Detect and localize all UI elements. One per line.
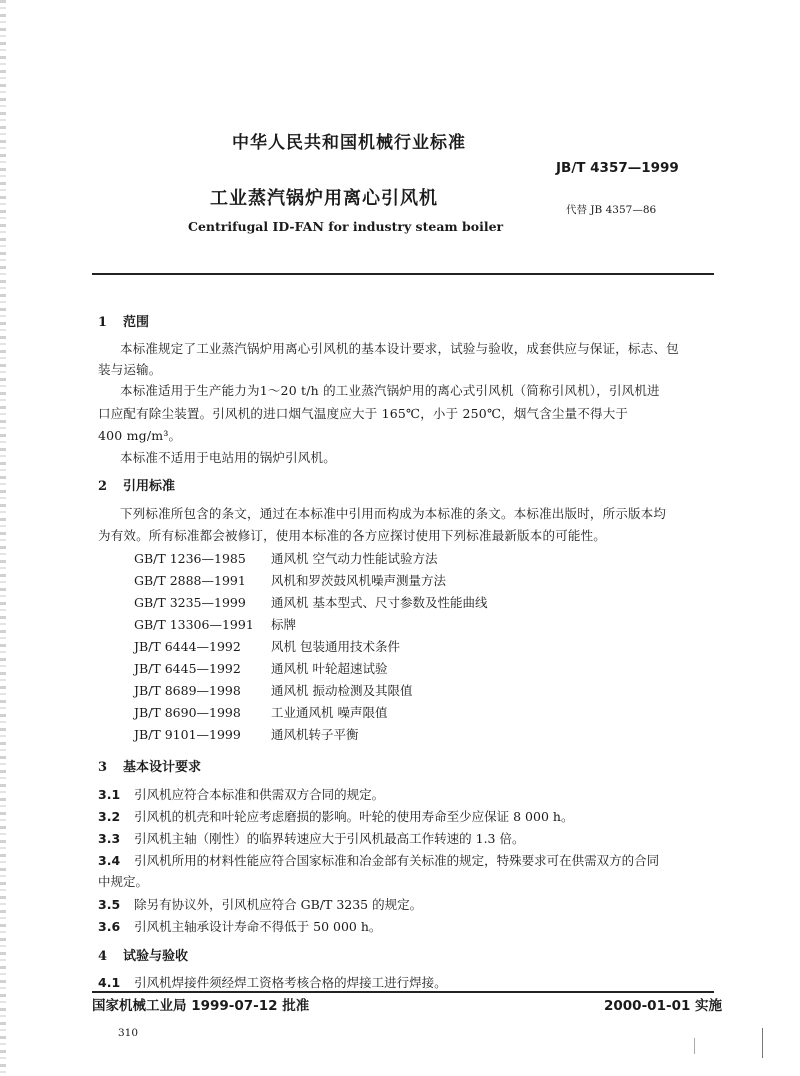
clause-number: 3.3 — [98, 831, 121, 846]
clause-text: 引风机主轴（刚性）的临界转速应大于引风机最高工作转速的 1.3 倍。 — [134, 831, 525, 846]
english-title: Centrifugal ID-FAN for industry steam boiler — [188, 219, 504, 234]
reference-item — [134, 659, 387, 677]
requirement-continuation: 中规定。 — [98, 874, 149, 889]
reference-code: JB/T 8689—1998 — [134, 683, 241, 698]
reference-title: 通风机 空气动力性能试验方法 — [271, 551, 438, 566]
section-4-heading — [98, 945, 188, 964]
clause-number: 3.5 — [98, 897, 121, 912]
header-divider — [92, 273, 714, 275]
scan-mark — [762, 1028, 763, 1058]
approval-line: 国家机械工业局 1999-07-12 批准 — [92, 998, 310, 1014]
reference-code: GB/T 13306—1991 — [134, 617, 254, 632]
s1-paragraph-2-line-1: 本标准适用于生产能力为1～20 t/h 的工业蒸汽锅炉用的离心式引风机（简称引风机），引风机进 — [120, 383, 660, 398]
reference-item — [134, 571, 446, 589]
reference-title: 风机 包装通用技术条件 — [271, 639, 400, 654]
clause-number: 3.2 — [98, 809, 121, 824]
effective-date-line: 2000-01-01 实施 — [604, 998, 723, 1014]
reference-code: JB/T 6444—1992 — [134, 639, 241, 654]
clause-text: 引风机焊接件须经焊工资格考核合格的焊接工进行焊接。 — [134, 975, 447, 990]
s2-paragraph-line-1: 下列标准所包含的条文，通过在本标准中引用而构成为本标准的条文。本标准出版时，所示版本均 — [120, 506, 667, 521]
reference-item — [134, 681, 412, 699]
reference-item — [134, 703, 387, 721]
scan-edge-artifact — [0, 0, 6, 1076]
s1-paragraph-3: 本标准不适用于电站用的锅炉引风机。 — [120, 450, 336, 465]
section-number: 4 — [98, 949, 108, 964]
reference-title: 通风机 叶轮超速试验 — [271, 661, 388, 676]
reference-item — [134, 725, 359, 743]
reference-code: GB/T 1236—1985 — [134, 551, 246, 566]
clause-text: 引风机主轴承设计寿命不得低于 50 000 h。 — [134, 919, 382, 934]
reference-code: JB/T 6445—1992 — [134, 661, 241, 676]
section-2-heading — [98, 475, 175, 494]
clause-number: 3.4 — [98, 853, 121, 868]
clause-number: 3.1 — [98, 787, 121, 802]
replaces-note: 代替 JB 4357—86 — [566, 204, 657, 216]
s1-paragraph-2-line-3: 400 mg/m³。 — [98, 428, 182, 443]
s1-paragraph-2-line-2: 口应配有除尘装置。引风机的进口烟气温度应大于 165℃，小于 250℃，烟气含尘量不得大于 — [98, 406, 629, 421]
section-title: 引用标准 — [123, 479, 176, 494]
section-number: 1 — [98, 315, 108, 330]
reference-title: 风机和罗茨鼓风机噪声测量方法 — [271, 573, 447, 588]
clause-number: 3.6 — [98, 919, 121, 934]
reference-title: 工业通风机 噪声限值 — [271, 705, 388, 720]
requirement-item — [98, 973, 447, 991]
section-title: 基本设计要求 — [123, 760, 202, 775]
standard-number: JB/T 4357—1999 — [556, 160, 679, 176]
reference-item — [134, 593, 487, 611]
requirement-item — [98, 917, 381, 935]
reference-item — [134, 549, 437, 567]
requirement-item — [98, 807, 573, 825]
page-number: 310 — [118, 1027, 139, 1039]
section-3-heading — [98, 756, 201, 775]
reference-title: 通风机 基本型式、尺寸参数及性能曲线 — [271, 595, 488, 610]
reference-code: GB/T 2888—1991 — [134, 573, 246, 588]
requirement-item — [98, 895, 422, 913]
clause-number: 4.1 — [98, 975, 121, 990]
clause-text: 引风机应符合本标准和供需双方合同的规定。 — [134, 787, 385, 802]
section-title: 试验与验收 — [123, 949, 189, 964]
s1-paragraph-1-line-2: 装与运输。 — [98, 362, 162, 377]
reference-title: 标牌 — [271, 617, 297, 632]
reference-item — [134, 637, 400, 655]
clause-text: 引风机的机壳和叶轮应考虑磨损的影响。叶轮的使用寿命至少应保证 8 000 h。 — [134, 809, 574, 824]
reference-code: JB/T 8690—1998 — [134, 705, 241, 720]
s2-paragraph-line-2: 为有效。所有标准都会被修订，使用本标准的各方应探讨使用下列标准最新版本的可能性。 — [98, 528, 607, 543]
reference-item — [134, 615, 296, 633]
document-title: 工业蒸汽锅炉用离心引风机 — [210, 188, 438, 209]
section-title: 范围 — [123, 315, 150, 330]
scan-mark — [694, 1038, 695, 1054]
clause-text: 引风机所用的材料性能应符合国家标准和冶金部有关标准的规定，特殊要求可在供需双方的合同 — [134, 853, 660, 868]
requirement-item — [98, 785, 384, 803]
clause-text: 除另有协议外，引风机应符合 GB/T 3235 的规定。 — [134, 897, 423, 912]
section-1-heading — [98, 311, 149, 330]
s1-paragraph-1-line-1: 本标准规定了工业蒸汽锅炉用离心引风机的基本设计要求，试验与验收，成套供应与保证，标志、包 — [120, 341, 679, 356]
section-number: 3 — [98, 760, 108, 775]
org-title: 中华人民共和国机械行业标准 — [232, 133, 466, 153]
footer-divider — [92, 991, 714, 993]
reference-code: GB/T 3235—1999 — [134, 595, 246, 610]
requirement-item — [98, 829, 524, 847]
requirement-item — [98, 851, 659, 869]
reference-title: 通风机转子平衡 — [271, 727, 359, 742]
section-number: 2 — [98, 479, 108, 494]
reference-title: 通风机 振动检测及其限值 — [271, 683, 413, 698]
reference-code: JB/T 9101—1999 — [134, 727, 241, 742]
